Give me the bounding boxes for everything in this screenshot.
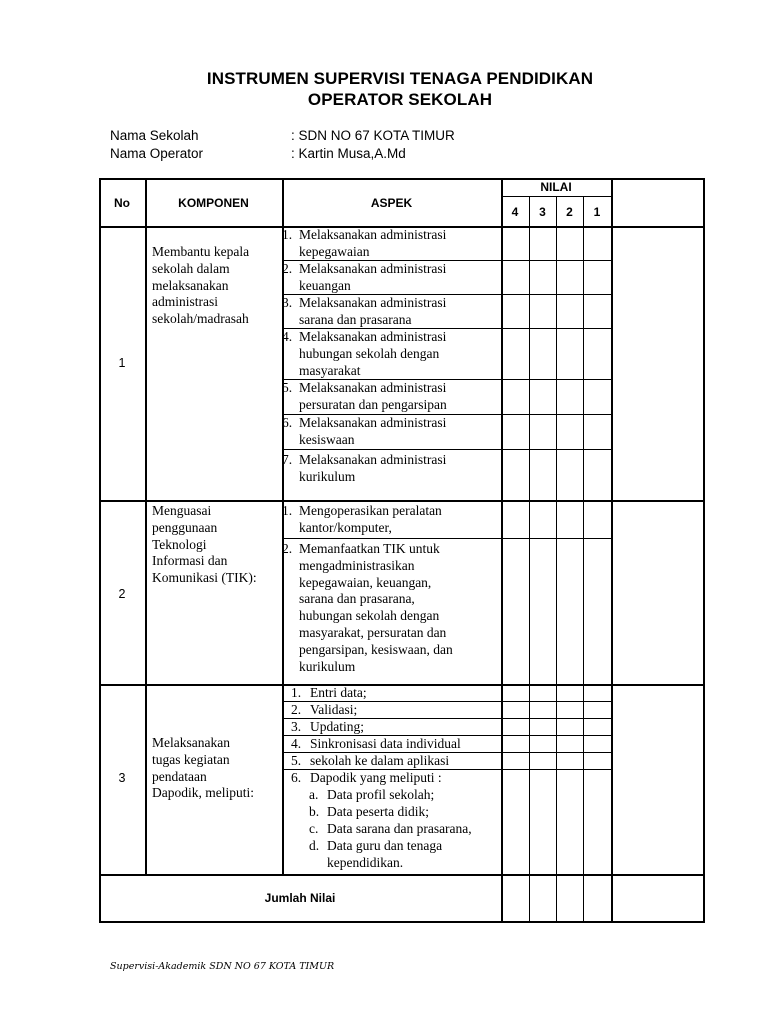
aspek-item-text: Sinkronisasi data individual [310,736,461,751]
komponen-text: Komunikasi (TIK): [152,570,257,586]
aspek-item-text: keuangan [299,277,351,293]
aspek-item-text: Melaksanakan administrasi [299,452,447,467]
header-no: No [114,196,130,210]
aspek-item-number: 6. [291,770,302,785]
aspek-item-text: kepegawaian, keuangan, [299,574,432,590]
komponen-text: Membantu kepala [152,244,250,259]
komponen-text: melaksanakan [152,277,229,293]
row-number: 1 [118,356,126,370]
header-nilai: NILAI [540,180,572,194]
aspek-item-text: Melaksanakan administrasi [299,261,447,276]
dapodik-sub-number: d. [309,838,320,853]
aspek-item-text: kantor/komputer, [299,519,392,535]
aspek-item-number: 5. [291,753,302,768]
dapodik-sub-text: kependidikan. [327,854,404,870]
header-score-3: 3 [539,205,546,219]
col-divider-no [145,178,147,874]
row-number: 2 [118,587,126,601]
aspek-item-text: kesiswaan [299,431,355,447]
row-number: 3 [118,771,126,785]
dapodik-sub-text: Data sarana dan prasarana, [327,821,472,836]
aspek-item-text: kurikulum [299,658,356,674]
operator-name-label: Nama Operator [110,146,204,161]
document-title-line2: OPERATOR SEKOLAH [307,90,493,109]
header-aspek: ASPEK [370,196,413,210]
total-score-label: Jumlah Nilai [264,891,336,905]
school-name-value: : SDN NO 67 KOTA TIMUR [291,128,455,143]
header-score-4: 4 [511,205,519,219]
komponen-text: administrasi [152,294,218,310]
dapodik-sub-number: c. [309,821,319,836]
aspek-item-text: kurikulum [299,468,356,484]
col-divider-score [611,178,613,921]
aspek-item-number: 3. [291,719,302,734]
page-footer: Supervisi-Akademik SDN NO 67 KOTA TIMUR [110,961,335,972]
aspek-item-text: sarana dan prasarana, [299,591,415,607]
operator-name-value: : Kartin Musa,A.Md [291,146,406,161]
col-divider-score [529,196,530,921]
header-komponen: KOMPONEN [178,196,249,210]
aspek-item-text: Updating; [310,719,364,734]
aspek-item-number: 4. [291,736,302,751]
dapodik-sub-text: Data profil sekolah; [327,787,435,802]
header-score-1: 1 [593,205,601,219]
komponen-text: tugas kegiatan [152,751,230,767]
komponen-text: penggunaan [152,519,218,535]
aspek-item-number: 3. [282,295,293,310]
aspek-item-text: Melaksanakan administrasi [299,227,447,242]
aspek-item-number: 2. [282,541,293,556]
aspek-item-text: sarana dan prasarana [299,311,412,327]
table-border-left [99,178,101,923]
aspek-item-text: Melaksanakan administrasi [299,329,447,344]
row-divider [99,874,703,876]
nilai-header-divider [501,196,611,197]
col-divider-score [583,196,584,921]
school-name-label: Nama Sekolah [110,128,199,143]
aspek-item-text: Entri data; [310,685,367,700]
dapodik-sub-number: a. [309,787,319,802]
aspek-item-text: sekolah ke dalam aplikasi [310,753,450,768]
komponen-text: Menguasai [152,503,212,518]
aspek-item-number: 1. [282,227,293,242]
aspek-item-number: 1. [282,503,293,518]
aspek-item-text: Melaksanakan administrasi [299,415,447,430]
aspek-item-text: Validasi; [310,702,358,717]
col-divider-score [556,196,557,921]
aspek-item-text: kepegawaian [299,243,370,259]
aspek-item-text: hubungan sekolah dengan [299,345,440,361]
document-title-line1: INSTRUMEN SUPERVISI TENAGA PENDIDIKAN [206,69,594,88]
header-score-2: 2 [566,205,573,219]
aspek-item-text: pengarsipan, kesiswaan, dan [299,641,453,657]
aspek-item-text: Memanfaatkan TIK untuk [299,541,440,556]
aspek-row-divider [282,538,611,539]
aspek-item-text: Dapodik yang meliputi : [310,770,442,785]
aspek-item-text: masyarakat, persuratan dan [299,625,447,640]
aspek-item-number: 7. [282,452,293,467]
komponen-text: Dapodik, meliputi: [152,785,254,801]
dapodik-sub-number: b. [309,804,320,819]
aspek-item-number: 4. [282,329,293,344]
aspek-item-number: 1. [291,685,302,700]
table-border-bottom [99,921,704,923]
table-border-right [703,178,705,923]
aspek-item-text: masyarakat [299,362,361,378]
aspek-item-text: Melaksanakan administrasi [299,295,447,310]
row-divider [99,500,703,502]
aspek-item-text: persuratan dan pengarsipan [299,396,447,412]
aspek-item-text: mengadministrasikan [299,557,415,573]
aspek-item-number: 6. [282,415,293,430]
aspek-item-text: Mengoperasikan peralatan [299,503,442,518]
komponen-text: Informasi dan [152,553,228,569]
aspek-item-number: 2. [282,261,293,276]
aspek-item-number: 2. [291,702,302,717]
dapodik-sub-text: Data guru dan tenaga [327,838,443,853]
komponen-text: Teknologi [152,536,207,552]
komponen-text: pendataan [152,768,207,784]
komponen-text: sekolah/madrasah [152,311,249,327]
aspek-row-divider [282,449,611,450]
aspek-item-text: hubungan sekolah dengan [299,608,440,624]
aspek-item-text: Melaksanakan administrasi [299,380,447,395]
aspek-item-number: 5. [282,380,293,395]
komponen-text: Melaksanakan [152,735,230,750]
dapodik-sub-text: Data peserta didik; [327,804,429,819]
komponen-text: sekolah dalam [152,260,230,276]
